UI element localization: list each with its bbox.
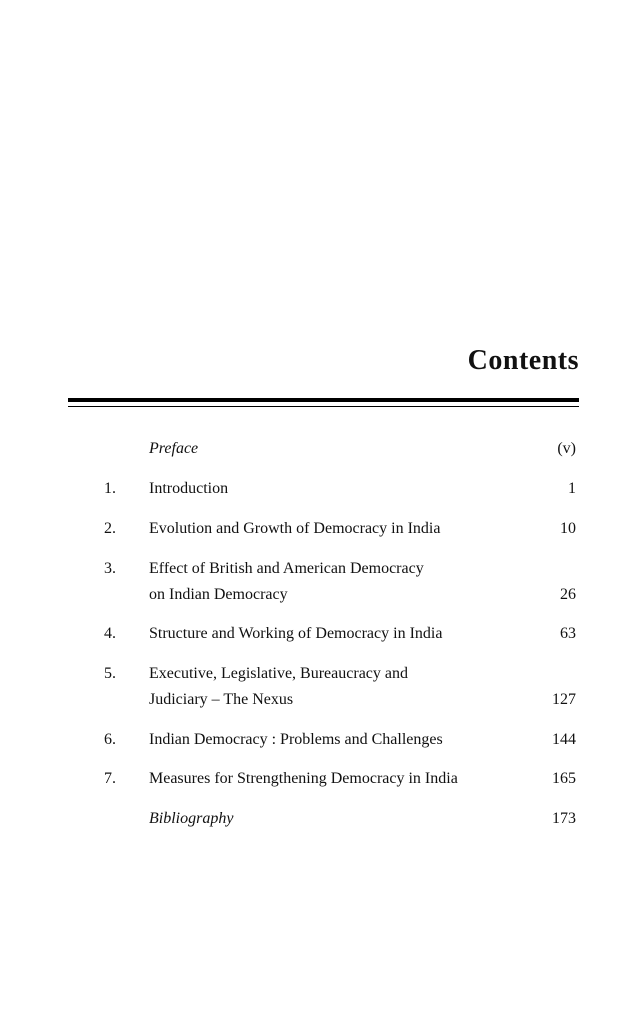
- page-number: 127: [552, 691, 576, 708]
- chapter-title: Judiciary – The Nexus: [149, 691, 294, 708]
- page-number: 144: [552, 731, 576, 748]
- chapter-title: Introduction: [149, 480, 229, 497]
- chapter-number: 1.: [104, 480, 116, 497]
- chapter-title: Effect of British and American Democracy: [149, 560, 424, 577]
- page-number: 10: [560, 520, 576, 537]
- chapter-title: Structure and Working of Democracy in India: [149, 625, 443, 642]
- chapter-number: 6.: [104, 731, 116, 748]
- chapter-number: 3.: [104, 560, 116, 577]
- chapter-number: 5.: [104, 665, 116, 682]
- title-rule-thin: [68, 406, 579, 407]
- page-number: 63: [560, 625, 576, 642]
- page-title: Contents: [467, 345, 579, 376]
- chapter-number: 7.: [104, 770, 116, 787]
- page-number: (v): [557, 440, 576, 457]
- page-number: 1: [568, 480, 576, 497]
- chapter-title: Evolution and Growth of Democracy in India: [149, 520, 441, 537]
- chapter-title: Bibliography: [149, 810, 234, 827]
- chapter-title: Executive, Legislative, Bureaucracy and: [149, 665, 408, 682]
- chapter-number: 2.: [104, 520, 116, 537]
- chapter-title: Preface: [149, 440, 199, 457]
- chapter-number: 4.: [104, 625, 116, 642]
- title-rule-thick: [68, 398, 579, 402]
- chapter-title: Measures for Strengthening Democracy in India: [149, 770, 458, 787]
- page-number: 173: [552, 810, 576, 827]
- page-number: 165: [552, 770, 576, 787]
- page-number: 26: [560, 586, 576, 603]
- chapter-title: on Indian Democracy: [149, 586, 288, 603]
- chapter-title: Indian Democracy : Problems and Challenges: [149, 731, 443, 748]
